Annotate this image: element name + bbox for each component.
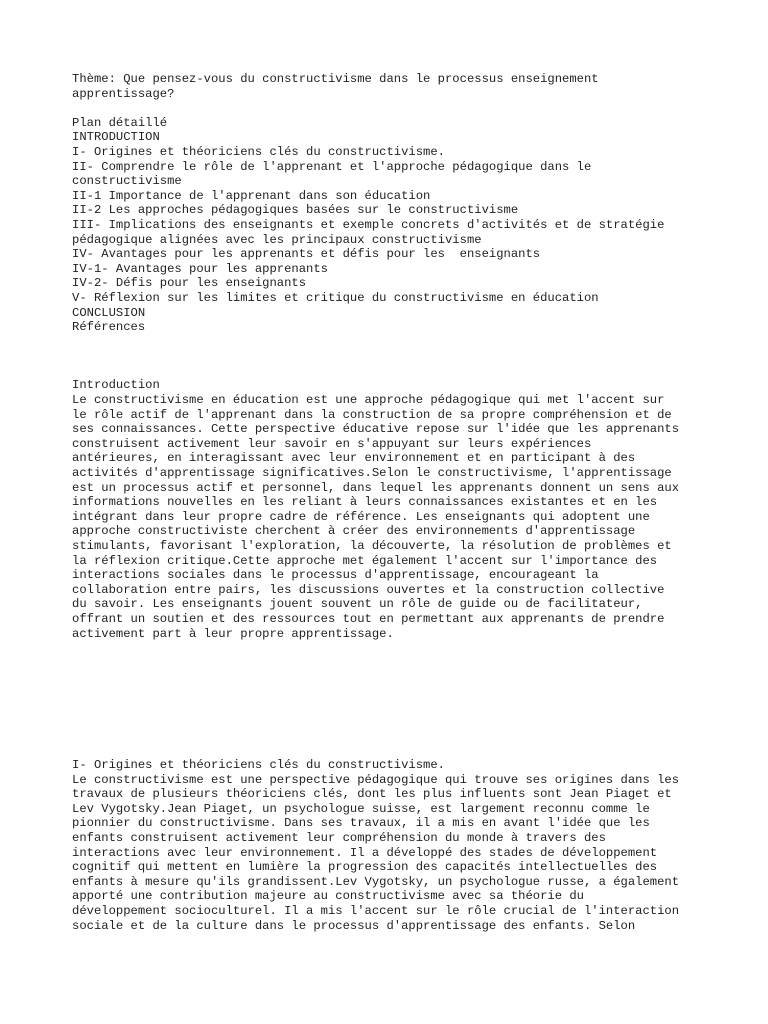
plan-item: V- Réflexion sur les limites et critique du constructivisme en éducation [72, 290, 599, 305]
plan-item: constructivisme [72, 174, 182, 189]
paragraph-line: construisent activement leur savoir en s'appuyant sur leurs expériences [72, 436, 592, 451]
plan-item: IV-2- Défis pour les enseignants [72, 276, 307, 291]
paragraph-line: pionnier du constructivisme. Dans ses travaux, il a mis en avant l'idée que les [72, 816, 650, 831]
plan-item: Références [72, 320, 146, 335]
section-heading: Introduction [72, 378, 160, 393]
paragraph-line: développement socioculturel. Il a mis l'accent sur le rôle crucial de l'interaction [72, 903, 680, 918]
plan-item: III- Implications des enseignants et exemple concrets d'activités et de stratégie [72, 217, 665, 232]
introduction-section [72, 378, 702, 641]
paragraph-line: antérieures, en interagissant avec leur environnement et en participant à des [72, 451, 636, 466]
paragraph-line: enfants construisent activement leur compréhension du monde à travers des [72, 830, 606, 845]
plan-item: II-2 Les approches pédagogiques basées sur le constructivisme [72, 203, 519, 218]
paragraph-line: Le constructivisme est une perspective pédagogique qui trouve ses origines dans les [72, 772, 680, 787]
paragraph-line: Lev Vygotsky.Jean Piaget, un psychologue suisse, est largement reconnu comme le [72, 801, 650, 816]
plan-item: I- Origines et théoriciens clés du constructivisme. [72, 144, 445, 159]
section-heading: I- Origines et théoriciens clés du constructivisme. [72, 757, 445, 772]
theme-line: Thème: Que pensez-vous du constructivisme dans le processus enseignement [72, 72, 599, 86]
paragraph-line: interactions avec leur environnement. Il a développé des stades de développement [72, 845, 658, 860]
plan-item: pédagogique alignées avec les principaux constructivisme [72, 232, 482, 247]
paragraph-line: activement part à leur propre apprentissage. [72, 626, 394, 641]
paragraph-line: intégrant dans leur propre cadre de référence. Les enseignants qui adoptent une [72, 509, 650, 524]
paragraph-line: la réflexion critique.Cette approche met également l'accent sur l'importance des [72, 553, 658, 568]
paragraph-line: approche constructiviste cherchent à créer des environnements d'apprentissage [72, 524, 636, 539]
paragraph-line: collaboration entre pairs, les discussions ouvertes et la construction collective [72, 582, 665, 597]
document-page [72, 72, 702, 933]
plan-title: Plan détaillé [72, 115, 168, 130]
plan-item: INTRODUCTION [72, 130, 160, 145]
paragraph-line: Le constructivisme en éducation est une approche pédagogique qui met l'accent sur [72, 393, 665, 408]
paragraph-line: enfants à mesure qu'ils grandissent.Lev Vygotsky, un psychologue russe, a également [72, 874, 680, 889]
plan-item: CONCLUSION [72, 305, 146, 320]
paragraph-line: ses connaissances. Cette perspective éducative repose sur l'idée que les apprenants [72, 422, 680, 437]
paragraph-line: du savoir. Les enseignants jouent souvent un rôle de guide ou de facilitateur, [72, 597, 643, 612]
plan-block [72, 116, 702, 335]
paragraph-line: est un processus actif et personnel, dans lequel les apprenants donnent un sens aux [72, 480, 680, 495]
paragraph-line: le rôle actif de l'apprenant dans la construction de sa propre compréhension et de [72, 407, 672, 422]
paragraph-line: apporté une contribution majeure au constructivisme avec sa théorie du [72, 889, 584, 904]
plan-item: IV- Avantages pour les apprenants et défis pour les enseignants [72, 247, 541, 262]
paragraph-line: travaux de plusieurs théoriciens clés, dont les plus influents sont Jean Piaget et [72, 787, 672, 802]
section-1 [72, 758, 702, 933]
theme-block [72, 72, 702, 101]
paragraph-line: sociale et de la culture dans le processus d'apprentissage des enfants. Selon [72, 918, 636, 933]
paragraph-line: offrant un soutien et des ressources tout en permettant aux apprenants de prendre [72, 611, 665, 626]
plan-item: II-1 Importance de l'apprenant dans son éducation [72, 188, 431, 203]
paragraph-line: interactions sociales dans le processus d'apprentissage, encourageant la [72, 568, 599, 583]
paragraph-line: informations nouvelles en les reliant à leurs connaissances existantes et en les [72, 495, 658, 510]
plan-item: II- Comprendre le rôle de l'apprenant et l'approche pédagogique dans le [72, 159, 592, 174]
paragraph-line: activités d'apprentissage significatives.Selon le constructivisme, l'apprentissage [72, 466, 672, 481]
paragraph-line: cognitif qui mettent en lumière la progression des capacités intellectuelles des [72, 860, 658, 875]
theme-line: apprentissage? [72, 86, 175, 101]
plan-item: IV-1- Avantages pour les apprenants [72, 261, 328, 276]
paragraph-line: stimulants, favorisant l'exploration, la découverte, la résolution de problèmes et [72, 539, 672, 554]
